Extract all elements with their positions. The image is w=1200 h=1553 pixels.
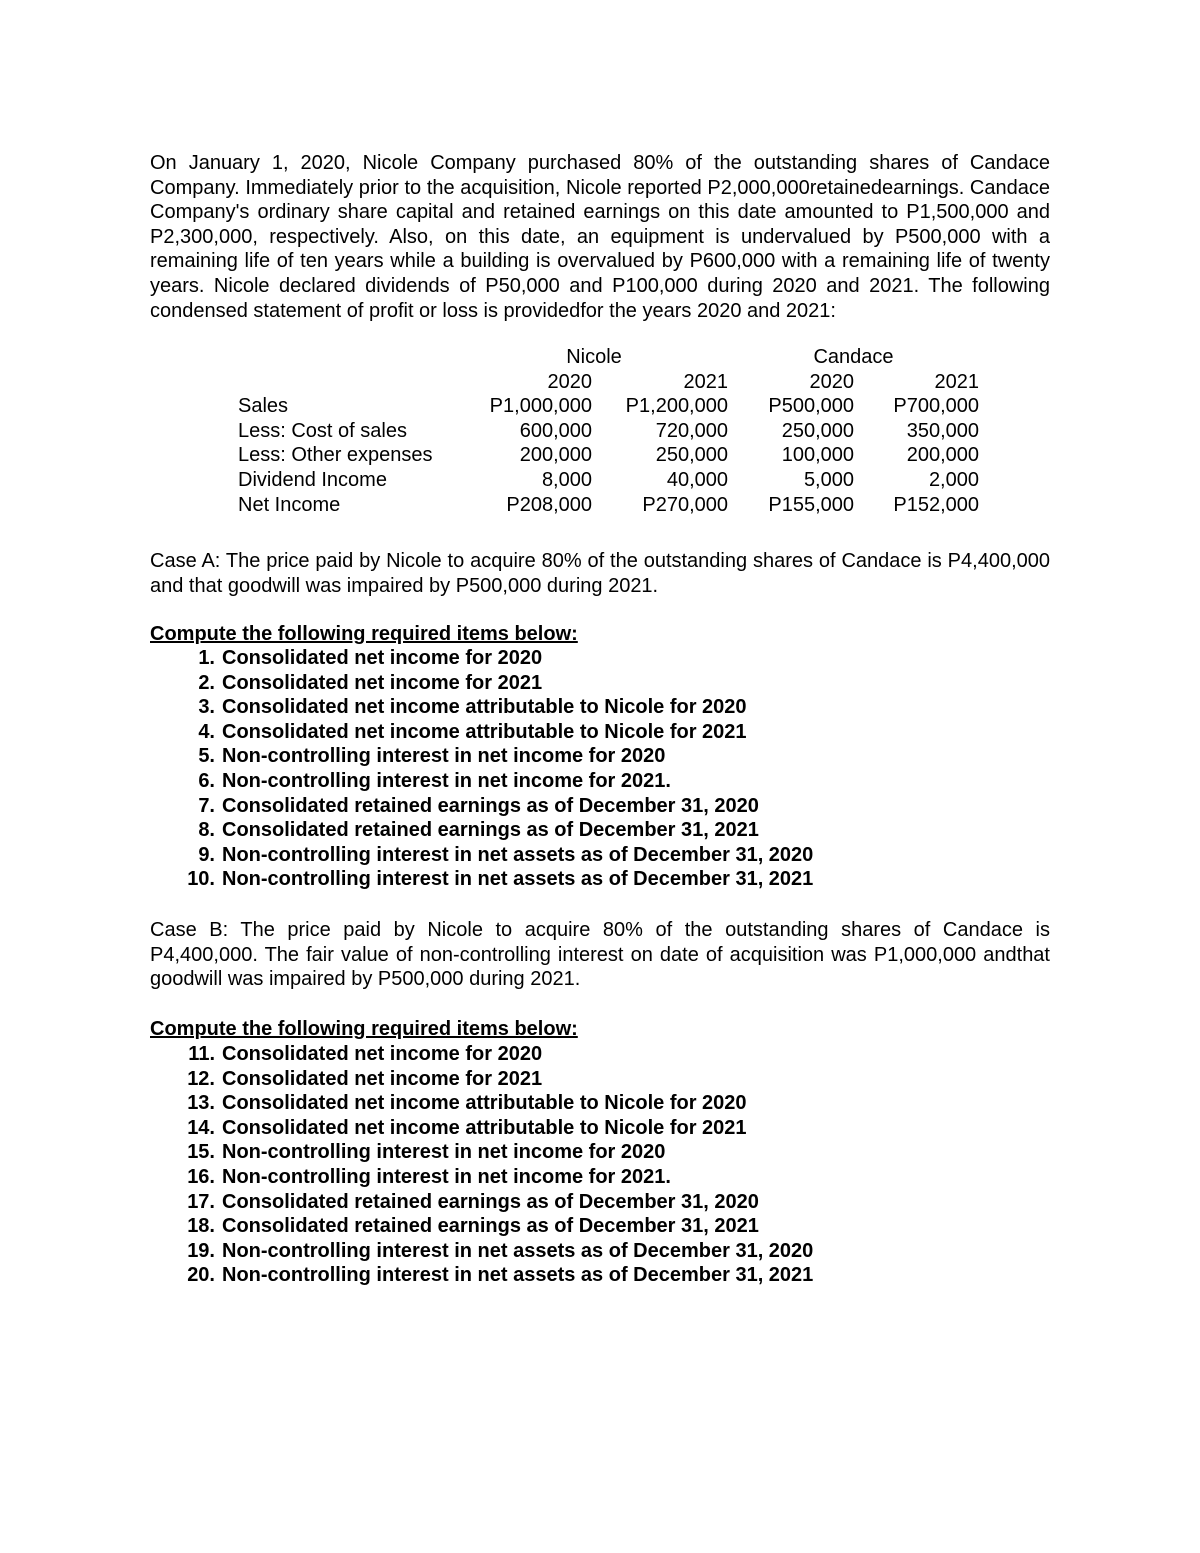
item-number: 1. bbox=[198, 647, 215, 669]
item-text: Non-controlling interest in net income for 2020 bbox=[222, 745, 666, 768]
item-text: Non-controlling interest in net assets as of December 31, 2021 bbox=[222, 1264, 814, 1287]
cell-value: 2,000 bbox=[928, 468, 979, 491]
cell-value: P1,000,000 bbox=[489, 395, 592, 418]
cell-value: 250,000 bbox=[781, 419, 854, 442]
case-a-paragraph: Case A: The price paid by Nicole to acquire 80% of the outstanding shares of Candace is P4,400,000 and that goodwill was impaired by P500,000 during 2021. bbox=[150, 550, 1050, 597]
group-nicole: Nicole bbox=[566, 346, 622, 368]
item-number: 3. bbox=[198, 696, 215, 719]
list-item bbox=[150, 1042, 813, 1067]
item-number: 19. bbox=[187, 1239, 215, 1262]
cell-value: P155,000 bbox=[768, 493, 854, 516]
list-item bbox=[150, 1263, 813, 1288]
cell-value: P500,000 bbox=[768, 395, 854, 418]
item-number: 11. bbox=[188, 1043, 215, 1065]
cell-value: 40,000 bbox=[666, 468, 728, 491]
item-number: 16. bbox=[187, 1165, 215, 1188]
table-row bbox=[238, 443, 979, 468]
item-number: 2. bbox=[198, 671, 215, 694]
table-row bbox=[238, 493, 979, 518]
table-group-header bbox=[238, 345, 979, 370]
table-row bbox=[238, 419, 979, 444]
year-header: 2020 bbox=[547, 370, 592, 393]
cell-value: 250,000 bbox=[655, 444, 728, 467]
item-text: Consolidated net income for 2020 bbox=[222, 647, 543, 669]
item-text: Consolidated net income attributable to Nicole for 2021 bbox=[222, 720, 747, 743]
item-text: Non-controlling interest in net assets as of December 31, 2020 bbox=[222, 843, 814, 866]
item-number: 5. bbox=[198, 745, 215, 768]
item-number: 18. bbox=[187, 1215, 215, 1238]
list-item bbox=[150, 744, 813, 769]
case-a-heading: Compute the following required items below: bbox=[150, 623, 578, 645]
row-label: Dividend Income bbox=[238, 468, 387, 491]
table-row bbox=[238, 394, 979, 419]
item-number: 8. bbox=[198, 819, 215, 842]
item-text: Consolidated retained earnings as of December 31, 2021 bbox=[222, 819, 759, 842]
year-header: 2020 bbox=[809, 370, 854, 393]
cell-value: P208,000 bbox=[506, 493, 592, 516]
item-text: Consolidated net income for 2020 bbox=[222, 1043, 543, 1065]
cell-value: 600,000 bbox=[519, 419, 592, 442]
cell-value: 5,000 bbox=[803, 468, 854, 491]
cell-value: 100,000 bbox=[781, 444, 854, 467]
row-label: Less: Other expenses bbox=[238, 444, 433, 467]
item-text: Consolidated net income for 2021 bbox=[222, 671, 543, 694]
item-number: 20. bbox=[187, 1264, 215, 1287]
item-text: Consolidated net income attributable to Nicole for 2020 bbox=[222, 696, 747, 719]
case-a-items bbox=[150, 646, 813, 892]
item-text: Non-controlling interest in net income for 2021. bbox=[222, 1165, 671, 1188]
item-text: Consolidated net income for 2021 bbox=[222, 1067, 543, 1090]
item-text: Non-controlling interest in net income for 2020 bbox=[222, 1141, 666, 1164]
cell-value: P1,200,000 bbox=[625, 395, 728, 418]
item-text: Consolidated retained earnings as of December 31, 2020 bbox=[222, 1190, 759, 1213]
list-item bbox=[150, 1239, 813, 1264]
case-b-heading: Compute the following required items below: bbox=[150, 1018, 578, 1040]
table-row bbox=[238, 468, 979, 493]
list-item bbox=[150, 720, 813, 745]
list-item bbox=[150, 1116, 813, 1141]
cell-value: P270,000 bbox=[642, 493, 728, 516]
item-number: 10. bbox=[187, 868, 215, 891]
row-label: Less: Cost of sales bbox=[238, 419, 407, 442]
cell-value: P700,000 bbox=[893, 395, 979, 418]
list-item bbox=[150, 867, 813, 892]
item-text: Consolidated retained earnings as of December 31, 2021 bbox=[222, 1215, 759, 1238]
item-text: Consolidated net income attributable to Nicole for 2021 bbox=[222, 1116, 747, 1139]
cell-value: P152,000 bbox=[893, 493, 979, 516]
list-item bbox=[150, 671, 813, 696]
list-item bbox=[150, 1165, 813, 1190]
cell-value: 200,000 bbox=[906, 444, 979, 467]
intro-paragraph: On January 1, 2020, Nicole Company purchased 80% of the outstanding shares of Candace Company. Immediately prior to the acquisition, Nicole reported P2,000,000retainedearnings. Candace Company's ordinary share capital and retained earnings on this date amounted to P1,500,000 and P2,300,000, respectively. Also, on this date, an equipment is undervalued by P500,000 with a remaining life of ten years while a building is overvalued by P600,000 with a remaining life of twenty years. Nicole declared dividends of P50,000 and P100,000 during 2020 and 2021. The following condensed statement of profit or loss is providedfor the years 2020 and 2021: bbox=[150, 152, 1050, 322]
item-number: 6. bbox=[198, 769, 215, 792]
profit-loss-table bbox=[238, 345, 979, 517]
case-b-items bbox=[150, 1042, 813, 1288]
list-item bbox=[150, 794, 813, 819]
item-text: Non-controlling interest in net assets as of December 31, 2021 bbox=[222, 868, 814, 891]
item-number: 4. bbox=[198, 720, 215, 743]
item-number: 13. bbox=[187, 1092, 215, 1115]
list-item bbox=[150, 843, 813, 868]
item-number: 12. bbox=[187, 1067, 215, 1090]
table-year-header bbox=[238, 370, 979, 395]
cell-value: 720,000 bbox=[655, 419, 728, 442]
year-header: 2021 bbox=[934, 370, 979, 393]
item-text: Non-controlling interest in net assets as of December 31, 2020 bbox=[222, 1239, 814, 1262]
group-candace: Candace bbox=[813, 346, 894, 368]
list-item bbox=[150, 1214, 813, 1239]
item-text: Non-controlling interest in net income for 2021. bbox=[222, 769, 671, 792]
list-item bbox=[150, 1091, 813, 1116]
list-item bbox=[150, 818, 813, 843]
item-number: 14. bbox=[187, 1116, 215, 1139]
cell-value: 350,000 bbox=[906, 419, 979, 442]
year-header: 2021 bbox=[683, 370, 728, 393]
cell-value: 8,000 bbox=[541, 468, 592, 491]
item-number: 15. bbox=[187, 1141, 215, 1164]
cell-value: 200,000 bbox=[519, 444, 592, 467]
list-item bbox=[150, 769, 813, 794]
list-item bbox=[150, 1190, 813, 1215]
list-item bbox=[150, 695, 813, 720]
case-b-paragraph: Case B: The price paid by Nicole to acquire 80% of the outstanding shares of Candace is P4,400,000. The fair value of non-controlling interest on date of acquisition was P1,000,000 andthat goodwill was impaired by P500,000 during 2021. bbox=[150, 919, 1050, 991]
row-label: Net Income bbox=[238, 493, 341, 516]
list-item bbox=[150, 1140, 813, 1165]
list-item bbox=[150, 646, 813, 671]
item-number: 9. bbox=[198, 843, 215, 866]
row-label: Sales bbox=[238, 395, 289, 418]
item-text: Consolidated retained earnings as of December 31, 2020 bbox=[222, 794, 759, 817]
item-number: 17. bbox=[187, 1190, 215, 1213]
list-item bbox=[150, 1067, 813, 1092]
item-number: 7. bbox=[198, 794, 215, 817]
item-text: Consolidated net income attributable to Nicole for 2020 bbox=[222, 1092, 747, 1115]
